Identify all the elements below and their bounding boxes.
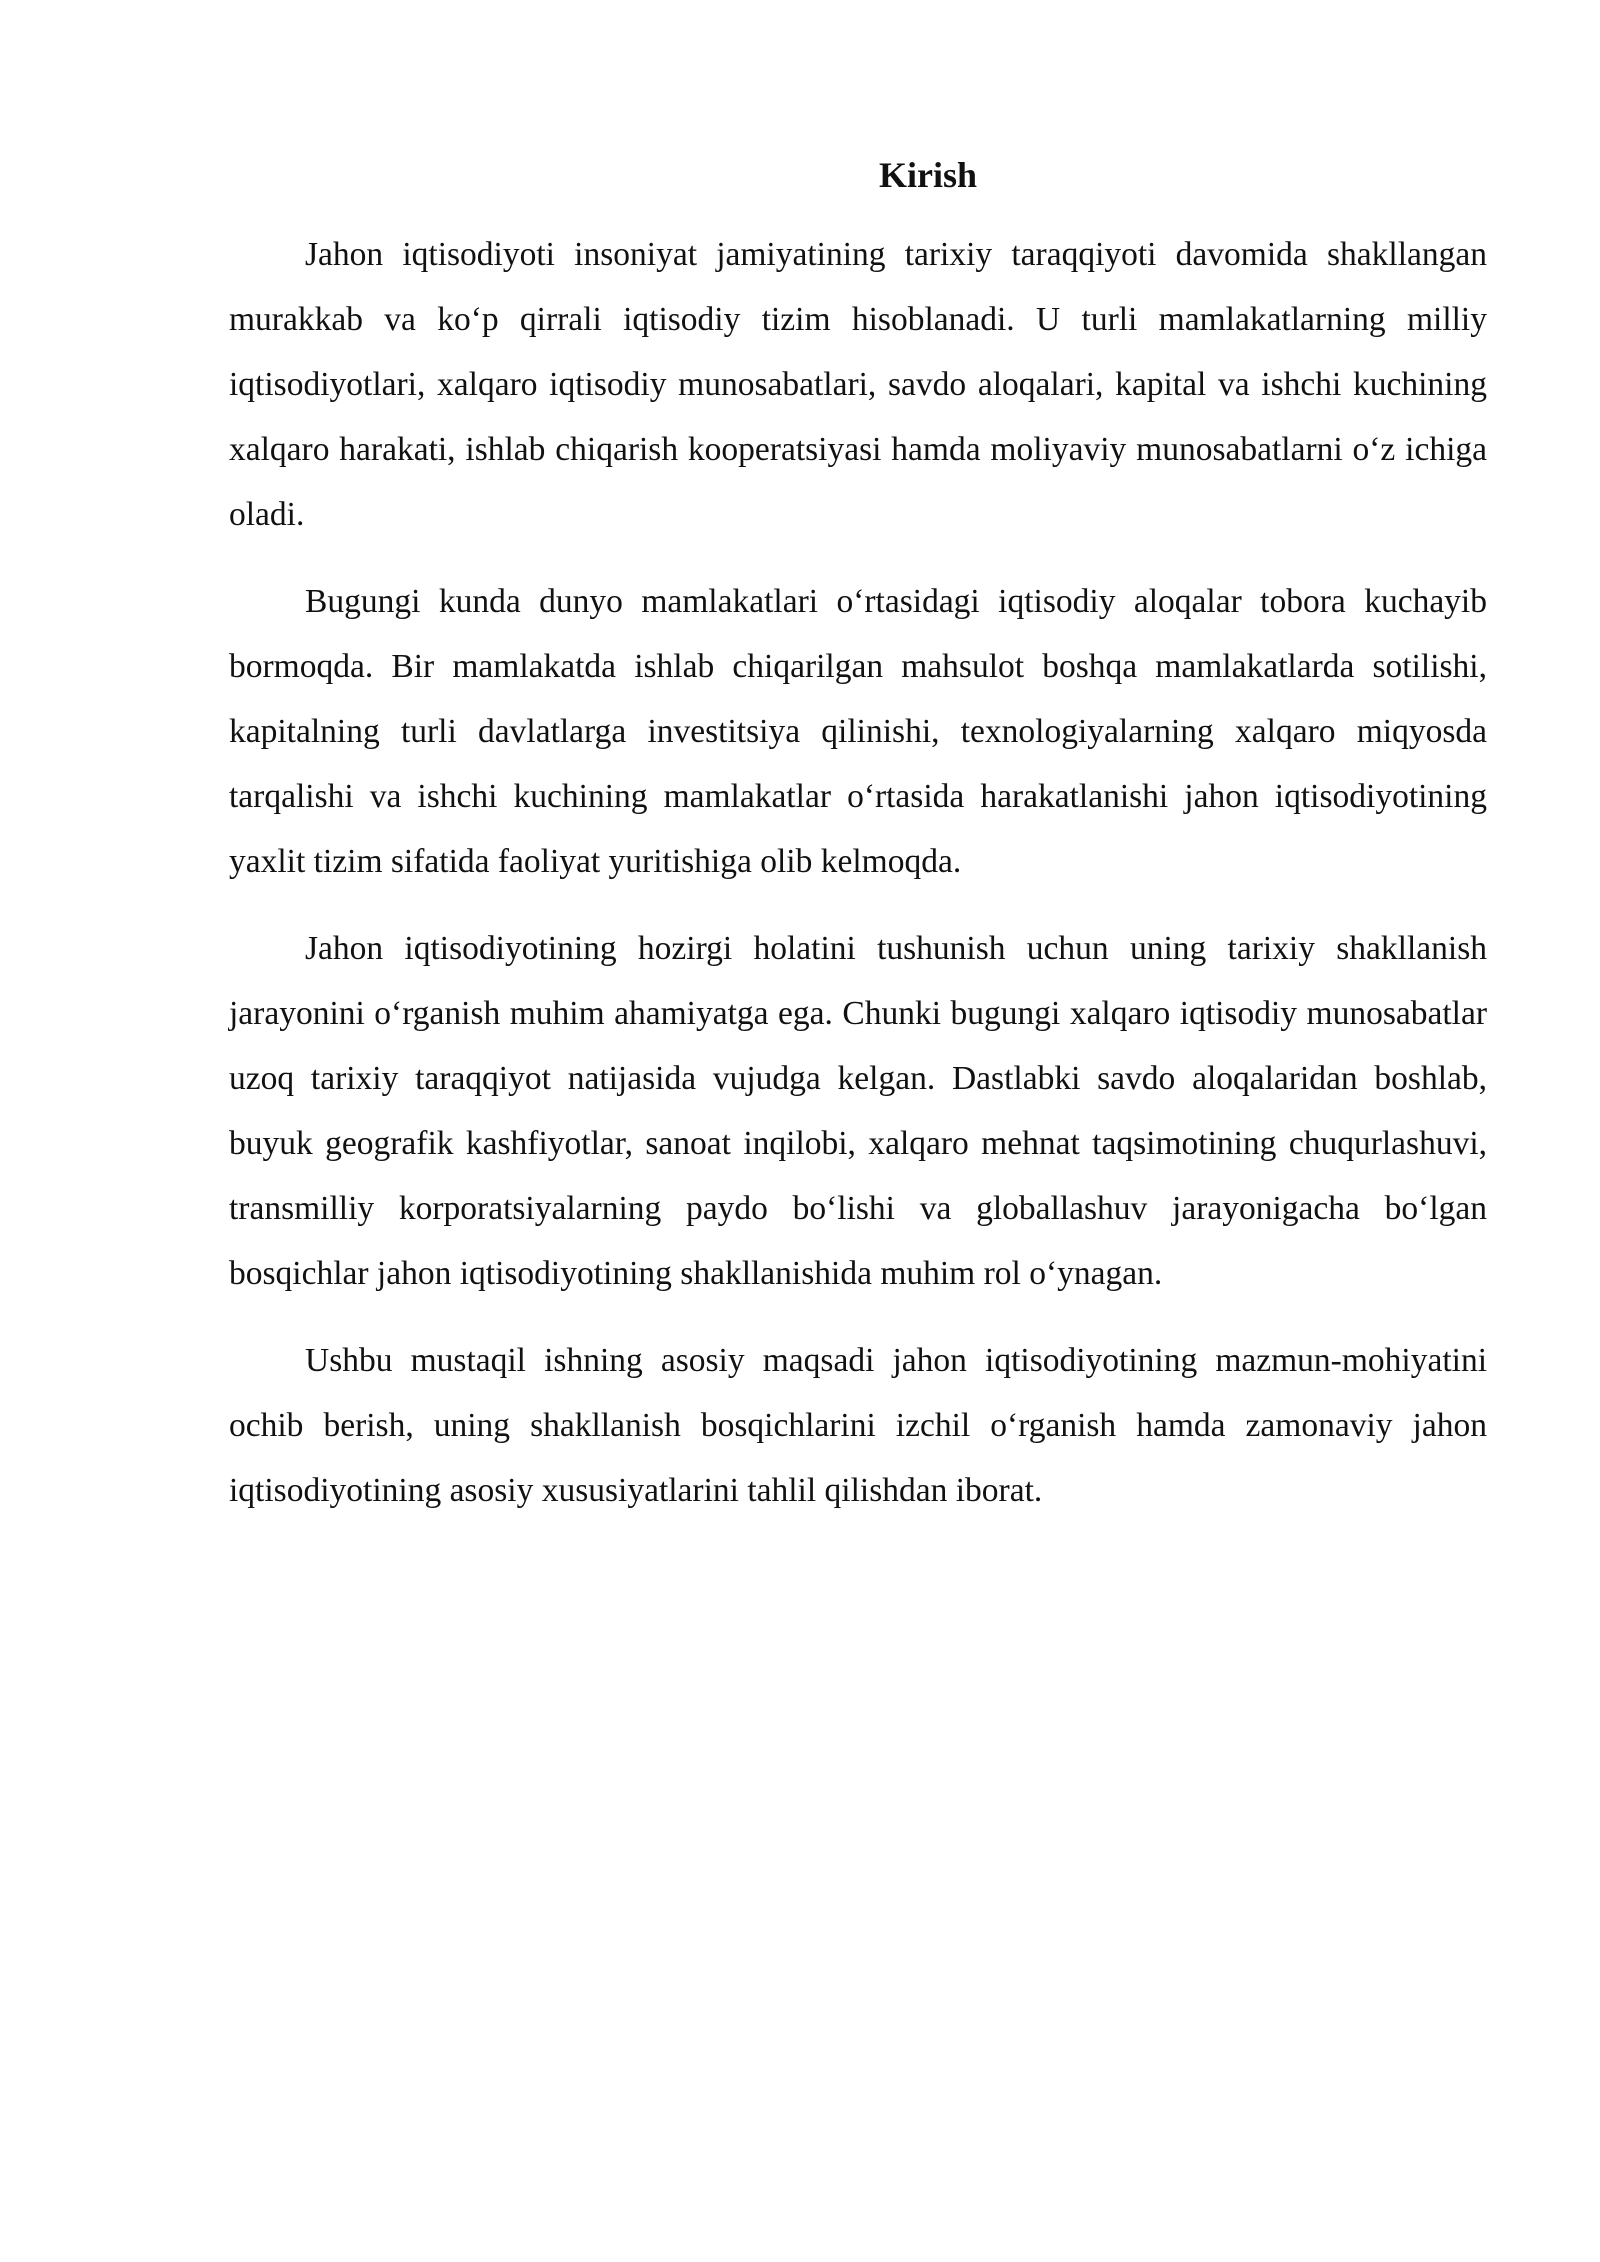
document-body xyxy=(229,148,1487,1545)
paragraph-1: Jahon iqtisodiyoti insoniyat jamiyatining tarixiy taraqqiyoti davomida shakllangan murakkab va ko‘p qirrali iqtisodiy tizim hisoblanadi. U turli mamlakatlarning milliy iqtisodiyotlari, xalqaro iqtisodiy munosabatlari, savdo aloqalari, kapital va ishchi kuchining xalqaro harakati, ishlab chiqarish kooperatsiyasi hamda moliyaviy munosabatlarni o‘z ichiga oladi. xyxy=(229,236,1487,533)
paragraph-3: Jahon iqtisodiyotining hozirgi holatini tushunish uchun uning tarixiy shakllanish jarayonini o‘rganish muhim ahamiyatga ega. Chunki bugungi xalqaro iqtisodiy munosabatlar uzoq tarixiy taraqqiyot natijasida vujudga kelgan. Dastlabki savdo aloqalaridan boshlab, buyuk geografik kashfiyotlar, sanoat inqilobi, xalqaro mehnat taqsimotining chuqurlashuvi, transmilliy korporatsiyalarning paydo bo‘lishi va globallashuv jarayonigacha bo‘lgan bosqichlar jahon iqtisodiyotining shakllanishida muhim rol o‘ynagan. xyxy=(229,930,1487,1292)
page-title: Kirish xyxy=(878,155,977,195)
paragraph-4: Ushbu mustaqil ishning asosiy maqsadi jahon iqtisodiyotining mazmun-mohiyatini ochib berish, uning shakllanish bosqichlarini izchil o‘rganish hamda zamonaviy jahon iqtisodiyotining asosiy xususiyatlarini tahlil qilishdan iborat. xyxy=(229,1342,1487,1509)
paragraph-2: Bugungi kunda dunyo mamlakatlari o‘rtasidagi iqtisodiy aloqalar tobora kuchayib bormoqda. Bir mamlakatda ishlab chiqarilgan mahsulot boshqa mamlakatlarda sotilishi, kapitalning turli davlatlarga investitsiya qilinishi, texnologiyalarning xalqaro miqyosda tarqalishi va ishchi kuchining mamlakatlar o‘rtasida harakatlanishi jahon iqtisodiyotining yaxlit tizim sifatida faoliyat yuritishiga olib kelmoqda. xyxy=(229,583,1487,880)
